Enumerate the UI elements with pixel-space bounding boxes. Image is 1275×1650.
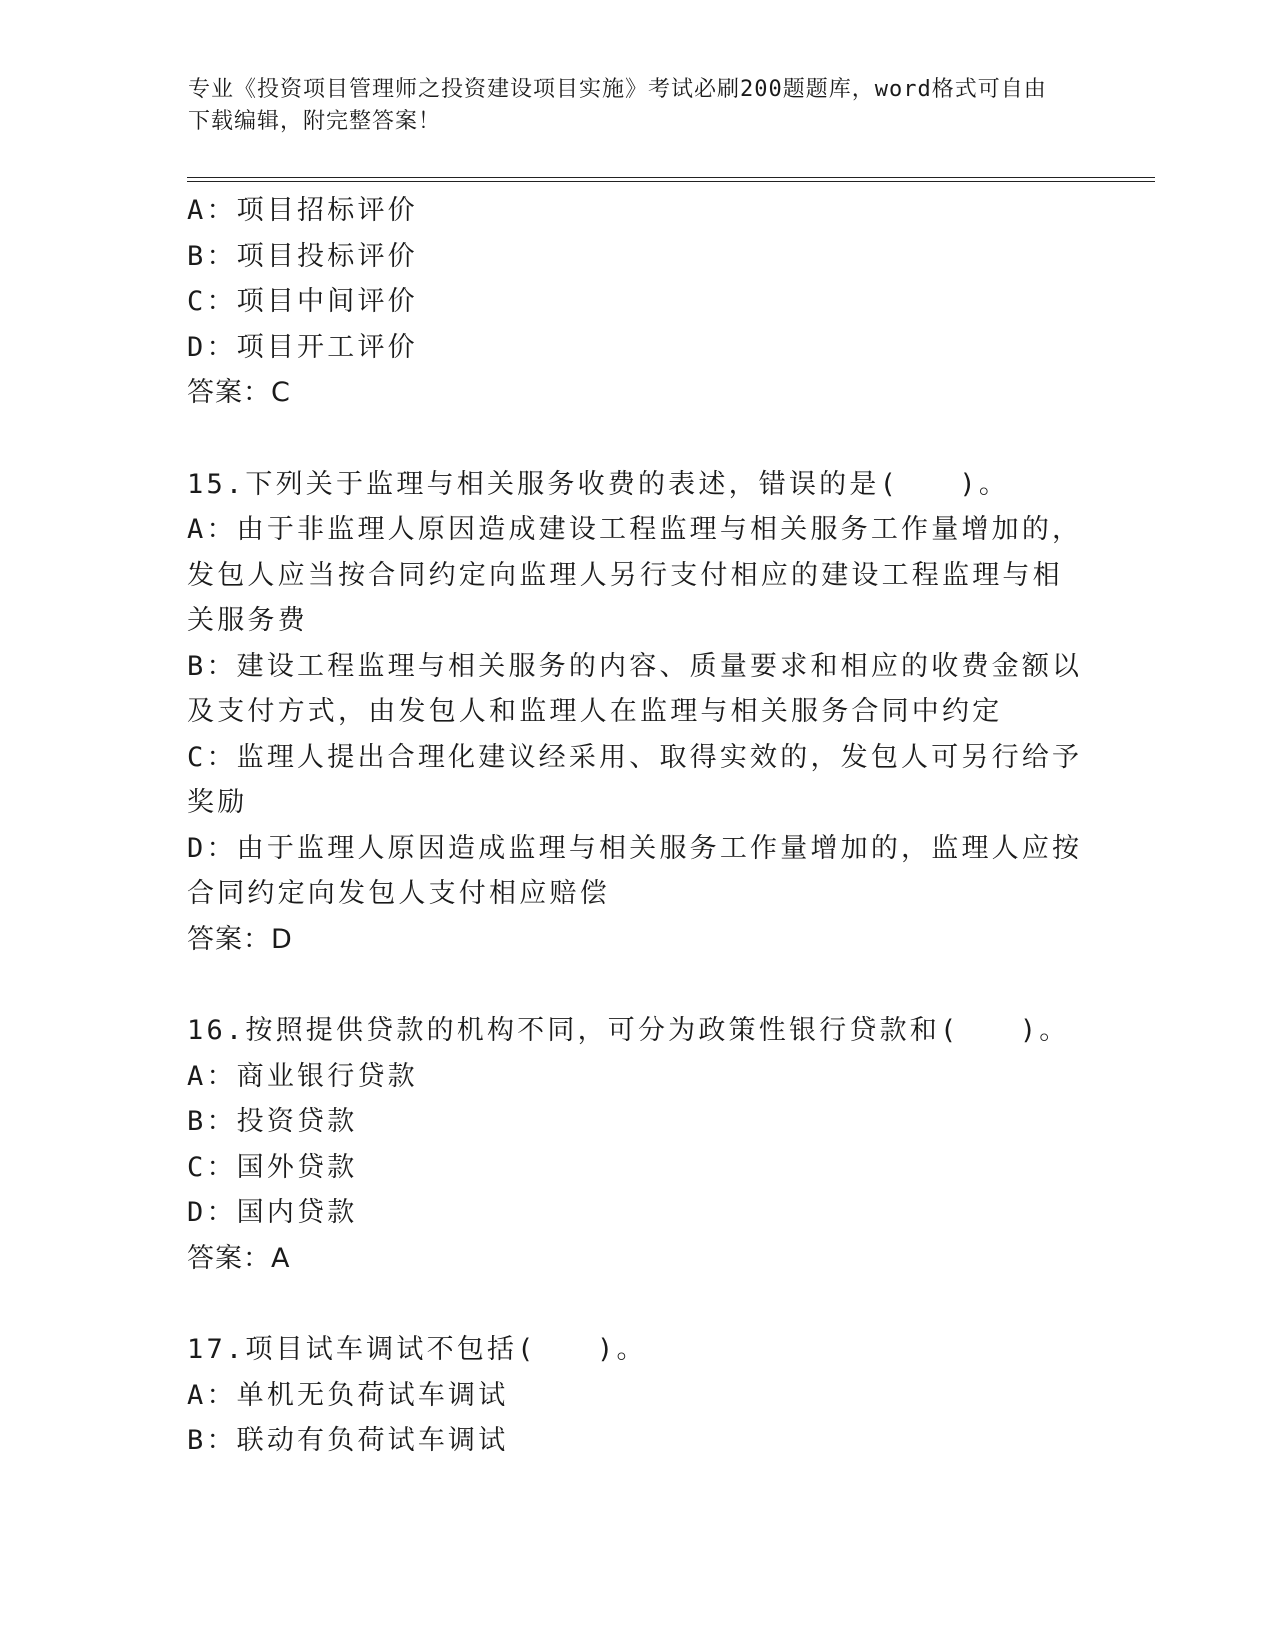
answer: 答案：C bbox=[187, 377, 291, 408]
option-c: C：监理人提出合理化建议经采用、取得实效的，发包人可另行给予奖励 bbox=[187, 741, 1083, 818]
option-d: D：由于监理人原因造成监理与相关服务工作量增加的，监理人应按合同约定向发包人支付相应赔偿 bbox=[187, 832, 1083, 909]
option-d: D：项目开工评价 bbox=[187, 331, 418, 363]
spacer bbox=[187, 1281, 1087, 1327]
spacer bbox=[187, 416, 1087, 462]
document-body bbox=[187, 188, 1087, 1464]
option-b: B：建设工程监理与相关服务的内容、质量要求和相应的收费金额以及支付方式，由发包人和监理人在监理与相关服务合同中约定 bbox=[187, 650, 1083, 727]
question-block-16 bbox=[187, 1008, 1087, 1281]
option-a: A：由于非监理人原因造成建设工程监理与相关服务工作量增加的，发包人应当按合同约定向监理人另行支付相应的建设工程监理与相关服务费 bbox=[187, 514, 1083, 636]
option-a: A：商业银行贷款 bbox=[187, 1060, 418, 1092]
question-stem: 17.项目试车调试不包括( )。 bbox=[187, 1334, 647, 1365]
option-a: A：项目招标评价 bbox=[187, 195, 418, 226]
question-block-17 bbox=[187, 1327, 1087, 1464]
header-rule-top bbox=[187, 177, 1155, 178]
question-stem: 15.下列关于监理与相关服务收费的表述，错误的是( )。 bbox=[187, 468, 1010, 500]
question-block-15 bbox=[187, 462, 1087, 963]
option-b: B：投资贷款 bbox=[187, 1106, 358, 1137]
spacer bbox=[187, 962, 1087, 1008]
answer: 答案：A bbox=[187, 1242, 291, 1274]
question-stem: 16.按照提供贷款的机构不同，可分为政策性银行贷款和( )。 bbox=[187, 1015, 1070, 1046]
question-block-14-tail bbox=[187, 188, 1087, 416]
option-c: C：项目中间评价 bbox=[187, 286, 418, 317]
document-title: 专业《投资项目管理师之投资建设项目实施》考试必刷200题题库，word格式可自由下载编辑，附完整答案！ bbox=[188, 77, 1047, 134]
answer: 答案：D bbox=[187, 923, 293, 955]
option-d: D：国内贷款 bbox=[187, 1197, 358, 1228]
option-a: A：单机无负荷试车调试 bbox=[187, 1379, 509, 1411]
option-c: C：国外贷款 bbox=[187, 1151, 358, 1183]
document-header bbox=[188, 74, 1068, 138]
option-b: B：项目投标评价 bbox=[187, 240, 418, 272]
option-b: B：联动有负荷试车调试 bbox=[187, 1425, 509, 1456]
header-rule-bottom bbox=[187, 181, 1155, 182]
